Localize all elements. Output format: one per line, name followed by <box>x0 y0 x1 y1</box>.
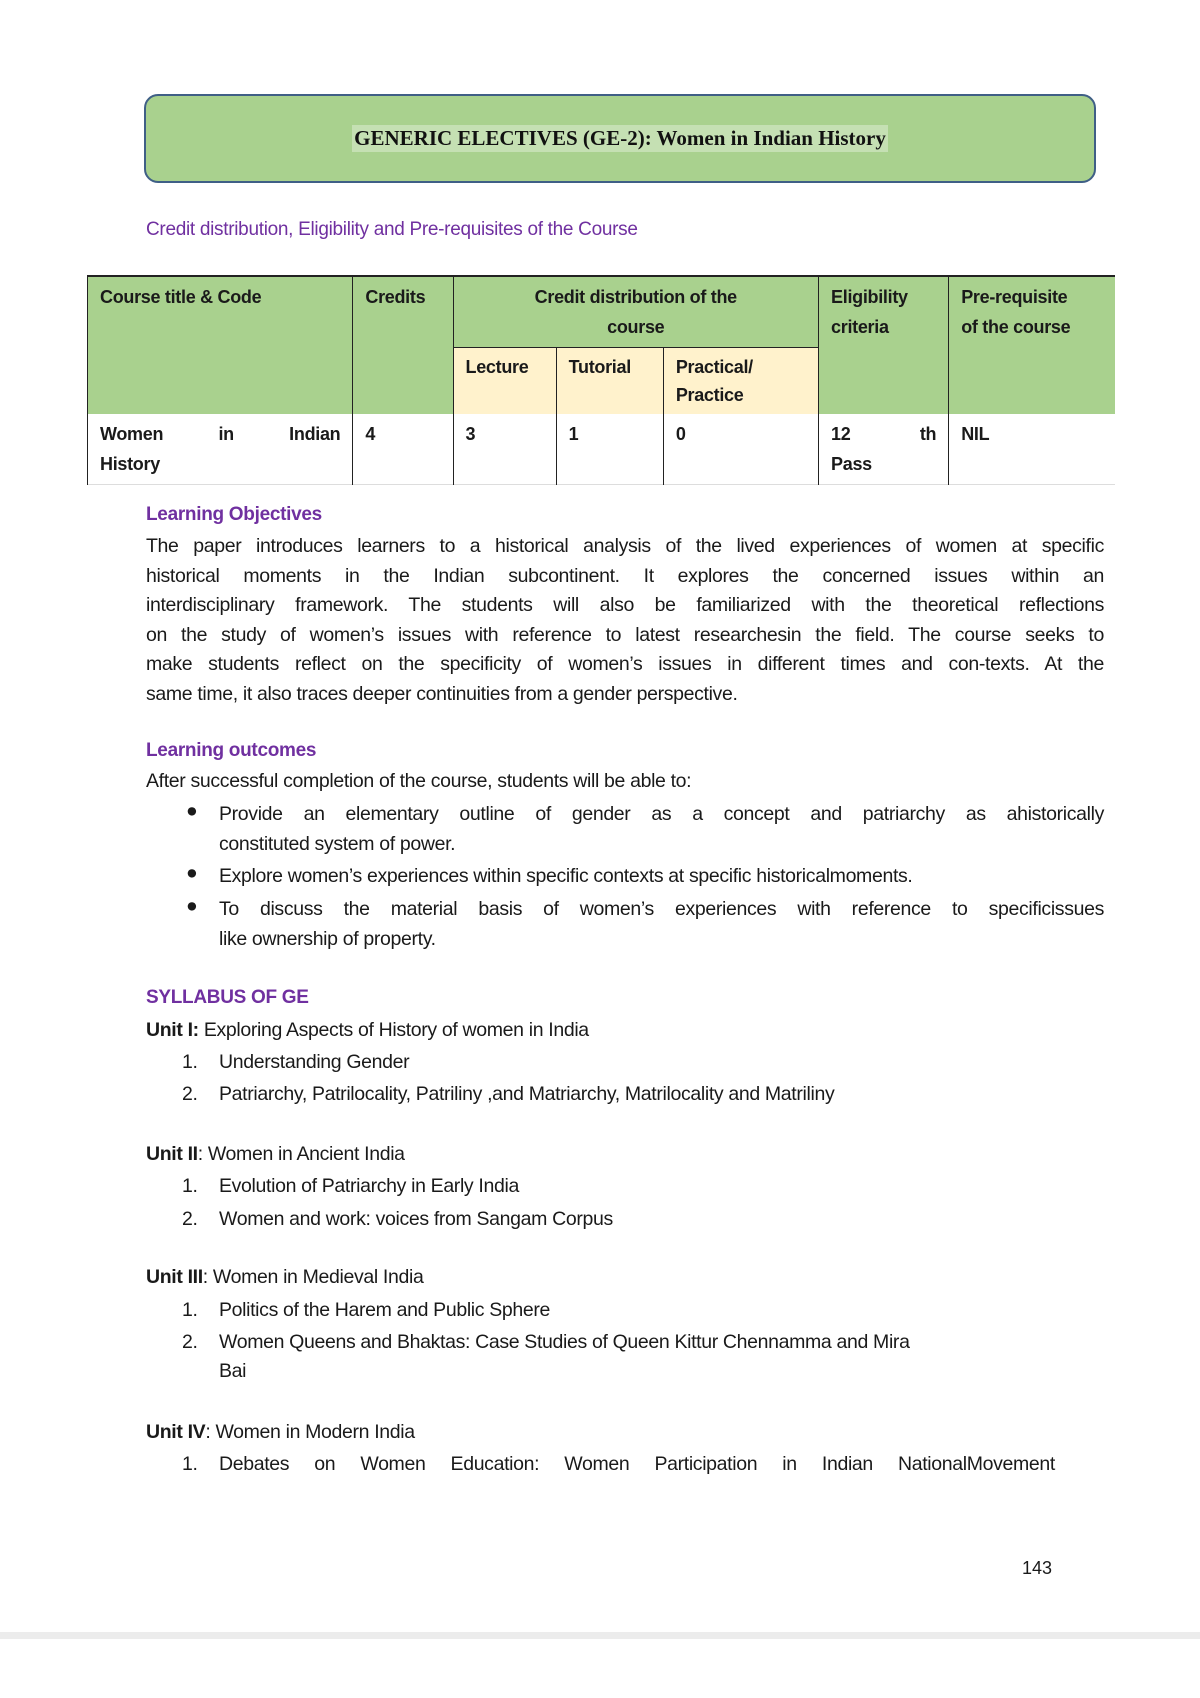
cell-practical: 0 <box>663 414 818 485</box>
objectives-paragraph: The paper introduces learners to a historical analysis of the lived experiences of women at specific historical moments in the Indian subcontinent. It explores the concerned issues within an interdisciplinary framework. The students will also be familiarized with the theoretical reflections on the study of women’s issues with reference to latest researchesin the field. The course seeks to make students reflect on the specificity of women’s issues in different times and con-texts. At the same time, it also traces deeper continuities from a gender perspective. <box>146 535 1104 705</box>
cell-credits: 4 <box>353 414 453 485</box>
header-lecture: Lecture <box>453 348 556 415</box>
unit-4-item: Debates on Women Education: Women Participation in Indian NationalMovement <box>219 1453 1055 1475</box>
unit-2-title: Unit II: Women in Ancient India <box>146 1143 405 1165</box>
header-prerequisite: Pre-requisite of the course <box>949 276 1115 414</box>
unit-3-item: Politics of the Harem and Public Sphere <box>219 1299 551 1321</box>
course-title: GENERIC ELECTIVES (GE-2): Women in Indian History <box>354 126 886 150</box>
unit-1-item: Patriarchy, Patrilocality, Patriliny ,and Matriarchy, Matrilocality and Matriliny <box>219 1083 835 1105</box>
outcomes-heading: Learning outcomes <box>146 740 317 761</box>
item-number: 1. <box>182 1175 198 1197</box>
table-row <box>88 414 1116 485</box>
course-title-banner <box>144 94 1096 183</box>
page-number: 143 <box>1022 1558 1053 1578</box>
item-number: 2. <box>182 1083 198 1105</box>
item-number: 1. <box>182 1299 198 1321</box>
page-separator <box>0 1632 1200 1639</box>
item-number: 2. <box>182 1331 198 1353</box>
bullet-icon: ● <box>186 895 198 917</box>
cell-eligibility: 12 th Pass <box>819 414 949 485</box>
item-number: 1. <box>182 1453 198 1475</box>
header-practical: Practical/ Practice <box>663 348 818 415</box>
unit-1-title: Unit I: Exploring Aspects of History of women in India <box>146 1019 589 1041</box>
header-credit-distribution: Credit distribution of the course <box>453 276 819 348</box>
item-number: 2. <box>182 1208 198 1230</box>
cell-tutorial: 1 <box>556 414 663 485</box>
unit-1-item: Understanding Gender <box>219 1051 410 1073</box>
unit-2-item: Evolution of Patriarchy in Early India <box>219 1175 519 1197</box>
credit-table <box>87 275 1115 485</box>
credit-section-heading: Credit distribution, Eligibility and Pre-requisites of the Course <box>146 219 638 240</box>
header-credits: Credits <box>353 276 453 414</box>
item-number: 1. <box>182 1051 198 1073</box>
outcomes-intro: After successful completion of the course, students will be able to: <box>146 770 692 792</box>
unit-3-title: Unit III: Women in Medieval India <box>146 1266 424 1288</box>
objectives-heading: Learning Objectives <box>146 504 322 525</box>
unit-4-title: Unit IV: Women in Modern India <box>146 1421 415 1443</box>
outcome-item: Explore women’s experiences within specific contexts at specific historicalmoments. <box>219 865 913 887</box>
unit-3-item: Women Queens and Bhaktas: Case Studies of Queen Kittur Chennamma and Mira <box>219 1331 910 1353</box>
header-eligibility: Eligibility criteria <box>819 276 949 414</box>
unit-3-item-continued: Bai <box>219 1360 247 1382</box>
syllabus-heading: SYLLABUS OF GE <box>146 987 309 1008</box>
cell-lecture: 3 <box>453 414 556 485</box>
unit-2-item: Women and work: voices from Sangam Corpus <box>219 1208 613 1230</box>
header-tutorial: Tutorial <box>556 348 663 415</box>
cell-course: Women in Indian History <box>88 414 353 485</box>
bullet-icon: ● <box>186 862 198 884</box>
outcome-item: To discuss the material basis of women’s experiences with reference to specificissues like ownership of property. <box>219 898 1104 950</box>
bullet-icon: ● <box>186 800 198 822</box>
cell-prerequisite: NIL <box>949 414 1115 485</box>
outcome-item: Provide an elementary outline of gender as a concept and patriarchy as ahistorically constituted system of power. <box>219 803 1104 855</box>
header-course-title: Course title & Code <box>88 276 353 414</box>
